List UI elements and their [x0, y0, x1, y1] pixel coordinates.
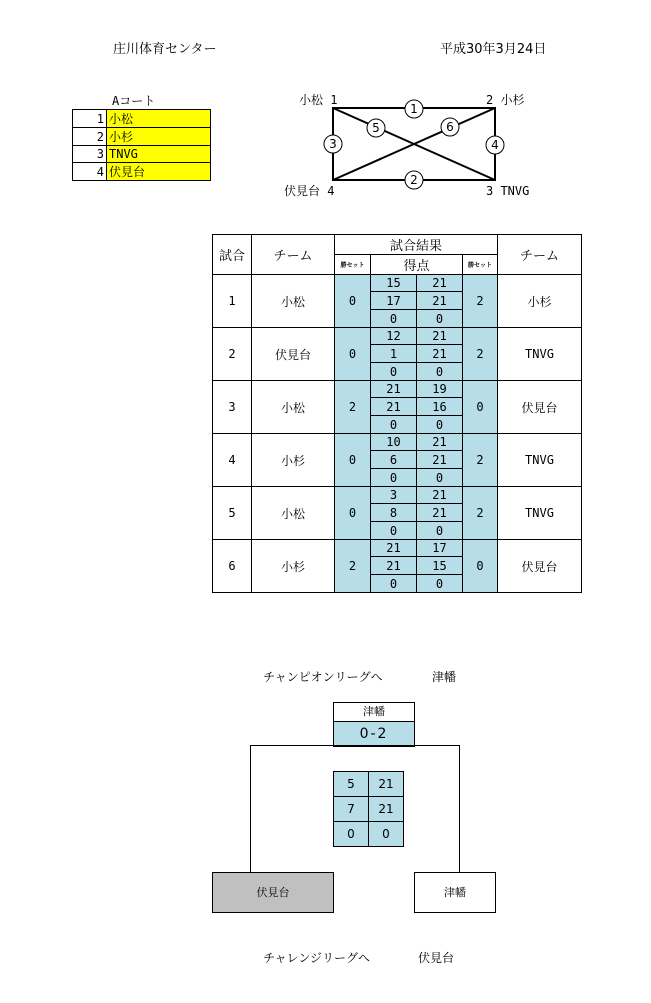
score-cell: 0	[371, 416, 417, 434]
score-cell: 3	[371, 487, 417, 504]
team-name: 伏見台	[107, 163, 211, 181]
score-cell: 21	[417, 275, 463, 292]
score-cell: 0	[334, 822, 369, 847]
bracket-line	[250, 745, 460, 746]
sets-a: 0	[335, 434, 371, 487]
list-item: 2 小杉	[73, 128, 211, 146]
corner-br-label: 3 TNVG	[486, 184, 530, 198]
score-cell: 0	[371, 575, 417, 593]
sets-a: 0	[335, 328, 371, 381]
score-cell: 0	[371, 363, 417, 381]
header-result: 試合結果	[335, 235, 498, 255]
svg-text:5: 5	[372, 121, 380, 135]
score-cell: 21	[371, 557, 417, 575]
score-cell: 21	[417, 434, 463, 451]
team-b: TNVG	[498, 487, 582, 540]
score-cell: 21	[371, 381, 417, 398]
match-number: 6	[213, 540, 252, 593]
score-cell: 21	[417, 345, 463, 363]
score-cell: 15	[417, 557, 463, 575]
table-row	[213, 540, 582, 557]
score-cell: 21	[371, 540, 417, 557]
score-cell: 0	[371, 310, 417, 328]
list-item: 4 伏見台	[73, 163, 211, 181]
score-cell: 0	[371, 469, 417, 487]
score-cell: 21	[417, 504, 463, 522]
champion-caption: チャンピオンリーグへ	[263, 670, 383, 684]
match-number: 1	[213, 275, 252, 328]
sets-b: 0	[463, 381, 498, 434]
svg-text:3: 3	[329, 137, 337, 151]
score-cell: 21	[417, 451, 463, 469]
team-a: 小杉	[252, 434, 335, 487]
sets-a: 0	[335, 487, 371, 540]
score-cell: 6	[371, 451, 417, 469]
score-cell: 21	[371, 398, 417, 416]
list-item: 3 TNVG	[73, 146, 211, 163]
match-number: 2	[213, 328, 252, 381]
match-number: 3	[213, 381, 252, 434]
table-row	[213, 487, 582, 504]
score-cell: 5	[334, 772, 369, 797]
match-number: 4	[213, 434, 252, 487]
team-a: 小杉	[252, 540, 335, 593]
svg-text:6: 6	[446, 120, 454, 134]
team-a: 小松	[252, 381, 335, 434]
sets-a: 0	[335, 275, 371, 328]
challenge-team: 伏見台	[418, 951, 455, 965]
score-cell: 16	[417, 398, 463, 416]
team-name: 小杉	[107, 128, 211, 146]
table-row	[213, 381, 582, 398]
team-a: 小松	[252, 275, 335, 328]
score-cell: 7	[334, 797, 369, 822]
score-cell: 1	[371, 345, 417, 363]
date-label: 平成30年3月24日	[440, 42, 547, 57]
score-cell: 19	[417, 381, 463, 398]
winner-score-box: 0-2	[333, 721, 415, 747]
playoff-score-grid	[333, 771, 404, 847]
sets-a: 2	[335, 381, 371, 434]
score-cell: 0	[417, 469, 463, 487]
corner-tr-label: 2 小杉	[486, 93, 525, 107]
score-cell: 0	[417, 416, 463, 434]
right-team-box: 津幡	[414, 872, 496, 913]
score-cell: 21	[417, 292, 463, 310]
svg-text:4: 4	[491, 138, 499, 152]
corner-bl-label: 伏見台 4	[284, 184, 335, 198]
table-row	[213, 434, 582, 451]
sets-b: 2	[463, 434, 498, 487]
team-b: 伏見台	[498, 540, 582, 593]
score-cell: 21	[369, 797, 404, 822]
table-row	[213, 275, 582, 292]
sets-b: 0	[463, 540, 498, 593]
score-cell: 17	[371, 292, 417, 310]
score-cell: 0	[417, 310, 463, 328]
team-name: 小松	[107, 110, 211, 128]
team-a: 伏見台	[252, 328, 335, 381]
list-item: 1 小松	[73, 110, 211, 128]
sets-a: 2	[335, 540, 371, 593]
score-cell: 0	[371, 522, 417, 540]
header-team-a: チーム	[252, 235, 335, 275]
header-match: 試合	[213, 235, 252, 275]
champion-team: 津幡	[432, 670, 457, 684]
match-diagram	[280, 88, 540, 203]
header-set-wins: 勝セット	[335, 255, 371, 275]
challenge-caption: チャレンジリーグへ	[263, 951, 371, 965]
score-cell: 17	[417, 540, 463, 557]
sets-b: 2	[463, 328, 498, 381]
header-points: 得点	[371, 255, 463, 275]
results-table	[212, 234, 582, 593]
bracket-line	[459, 745, 460, 872]
score-cell: 0	[417, 522, 463, 540]
team-name: TNVG	[107, 146, 211, 163]
score-cell: 10	[371, 434, 417, 451]
sets-b: 2	[463, 487, 498, 540]
score-cell: 0	[417, 363, 463, 381]
bracket-line	[250, 745, 251, 872]
court-team-list	[72, 109, 211, 181]
svg-text:2: 2	[410, 173, 418, 187]
left-team-box: 伏見台	[212, 872, 334, 913]
match-number: 5	[213, 487, 252, 540]
court-title: Aコート	[112, 94, 156, 108]
venue-title: 庄川体育センター	[113, 42, 217, 57]
winner-team-box: 津幡	[333, 702, 415, 722]
sets-b: 2	[463, 275, 498, 328]
team-b: 伏見台	[498, 381, 582, 434]
team-b: TNVG	[498, 328, 582, 381]
score-cell: 21	[369, 772, 404, 797]
score-cell: 8	[371, 504, 417, 522]
score-cell: 12	[371, 328, 417, 345]
score-cell: 21	[417, 487, 463, 504]
score-cell: 0	[417, 575, 463, 593]
corner-tl-label: 小松 1	[299, 93, 338, 107]
team-b: 小杉	[498, 275, 582, 328]
score-cell: 15	[371, 275, 417, 292]
team-a: 小松	[252, 487, 335, 540]
score-cell: 21	[417, 328, 463, 345]
header-team-b: チーム	[498, 235, 582, 275]
table-row	[213, 328, 582, 345]
svg-text:1: 1	[410, 102, 418, 116]
header-set-wins: 勝セット	[463, 255, 498, 275]
team-b: TNVG	[498, 434, 582, 487]
score-cell: 0	[369, 822, 404, 847]
